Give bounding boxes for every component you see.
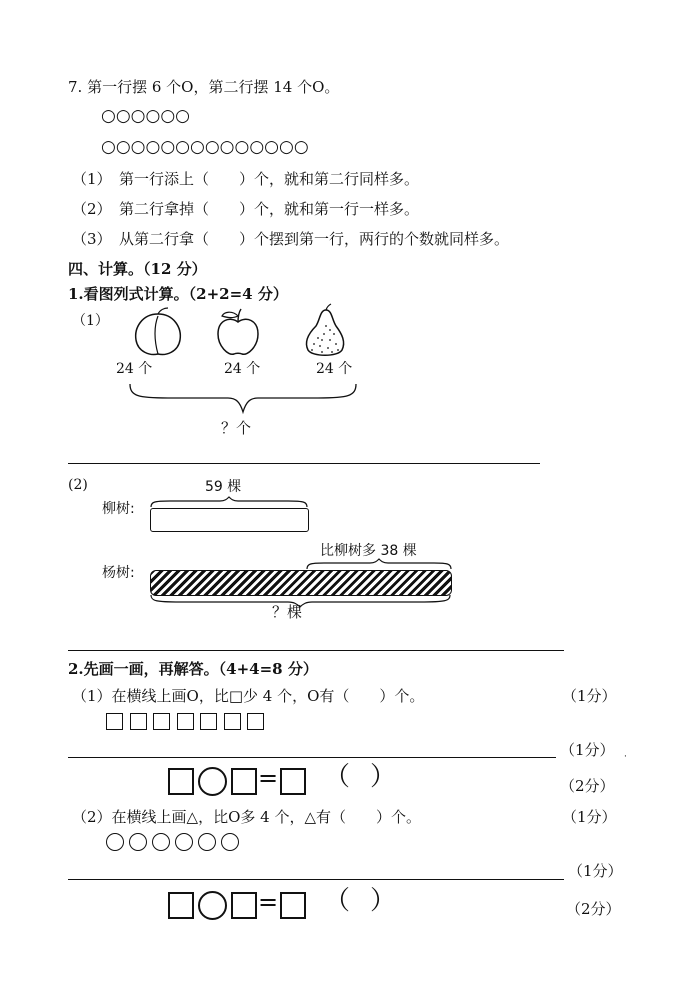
mark-dot: · bbox=[624, 752, 627, 762]
sub2-label: (2) bbox=[68, 477, 88, 493]
p2-sub1-score: （1分） bbox=[562, 687, 617, 705]
pear-icon bbox=[300, 304, 350, 358]
apple-icon bbox=[212, 306, 264, 358]
eq1-equals: = bbox=[258, 764, 279, 792]
peach-count: 24 个 bbox=[116, 361, 153, 377]
peach-icon bbox=[128, 306, 188, 358]
eq2-operator-circle[interactable] bbox=[198, 891, 227, 920]
q7-item-3: （3） 从第二行拿（ ）个摆到第一行，两行的个数就同样多。 bbox=[72, 230, 510, 248]
circle-shape bbox=[221, 833, 239, 851]
problem-2-title: 2.先画一画，再解答。（4+4=8 分） bbox=[68, 660, 318, 678]
square-shape bbox=[130, 713, 147, 730]
drawing-line bbox=[68, 879, 564, 880]
p2-sub2-score: （1分） bbox=[562, 808, 617, 826]
q7-title: 7. 第一行摆 6 个O，第二行摆 14 个O。 bbox=[68, 78, 340, 96]
q7-row2-circles: ○○○○○○○○○○○○○○ bbox=[101, 137, 309, 157]
willow-count: 59 棵 bbox=[205, 479, 242, 495]
p2-sub1-eq-score: （2分） bbox=[560, 777, 615, 795]
pear-count: 24 个 bbox=[316, 361, 353, 377]
problem-1-title: 1.看图列式计算。（2+2=4 分） bbox=[68, 285, 288, 303]
p2-sub1-text: （1）在横线上画O，比□少 4 个，O有（ ）个。 bbox=[72, 687, 425, 705]
p2-sub2-eq-score: （2分） bbox=[566, 900, 621, 918]
poplar-label: 杨树: bbox=[102, 565, 135, 581]
circle-shape bbox=[175, 833, 193, 851]
total-brace bbox=[128, 382, 358, 416]
p2-sub2-text: （2）在横线上画△，比O多 4 个，△有（ ）个。 bbox=[72, 808, 421, 826]
eq1-result-box[interactable] bbox=[280, 768, 306, 795]
eq1-paren-open: （ bbox=[324, 762, 351, 792]
drawing-line bbox=[68, 757, 556, 758]
answer-line bbox=[68, 463, 540, 464]
eq2-operand-box[interactable] bbox=[168, 892, 194, 919]
square-shape bbox=[224, 713, 241, 730]
q7-row1-circles: ○○○○○○ bbox=[101, 106, 191, 126]
sub1-question: ？个 bbox=[221, 419, 252, 437]
square-shape bbox=[153, 713, 170, 730]
circle-shape bbox=[198, 833, 216, 851]
eq1-paren-close: ） bbox=[370, 762, 397, 792]
square-shape bbox=[106, 713, 123, 730]
p2-sub1-line-score: （1分） bbox=[560, 741, 615, 759]
square-shape bbox=[247, 713, 264, 730]
square-shape bbox=[177, 713, 194, 730]
answer-line bbox=[68, 650, 564, 651]
eq2-equals: = bbox=[258, 888, 279, 916]
circle-shape bbox=[152, 833, 170, 851]
q7-item-2: （2） 第二行拿掉（ ）个，就和第一行一样多。 bbox=[72, 200, 420, 218]
q7-item-1: （1） 第一行添上（ ）个，就和第二行同样多。 bbox=[72, 170, 420, 188]
circle-shape bbox=[129, 833, 147, 851]
eq1-operator-circle[interactable] bbox=[198, 767, 227, 796]
eq2-paren-open: （ bbox=[324, 886, 351, 916]
eq2-paren-close: ） bbox=[370, 886, 397, 916]
sub1-label: （1） bbox=[72, 313, 109, 329]
p2-sub2-line-score: （1分） bbox=[568, 862, 623, 880]
willow-bar bbox=[150, 508, 309, 532]
section-4-title: 四、计算。（12 分） bbox=[68, 260, 207, 278]
eq1-operand-box[interactable] bbox=[231, 768, 257, 795]
apple-count: 24 个 bbox=[224, 361, 261, 377]
poplar-more: 比柳树多 38 棵 bbox=[320, 543, 417, 559]
poplar-bar bbox=[150, 570, 452, 596]
eq1-operand-box[interactable] bbox=[168, 768, 194, 795]
square-shape bbox=[200, 713, 217, 730]
eq2-result-box[interactable] bbox=[280, 892, 306, 919]
sub2-question: ？棵 bbox=[272, 603, 303, 621]
circle-shape bbox=[106, 833, 124, 851]
willow-label: 柳树: bbox=[102, 501, 135, 517]
eq2-operand-box[interactable] bbox=[231, 892, 257, 919]
